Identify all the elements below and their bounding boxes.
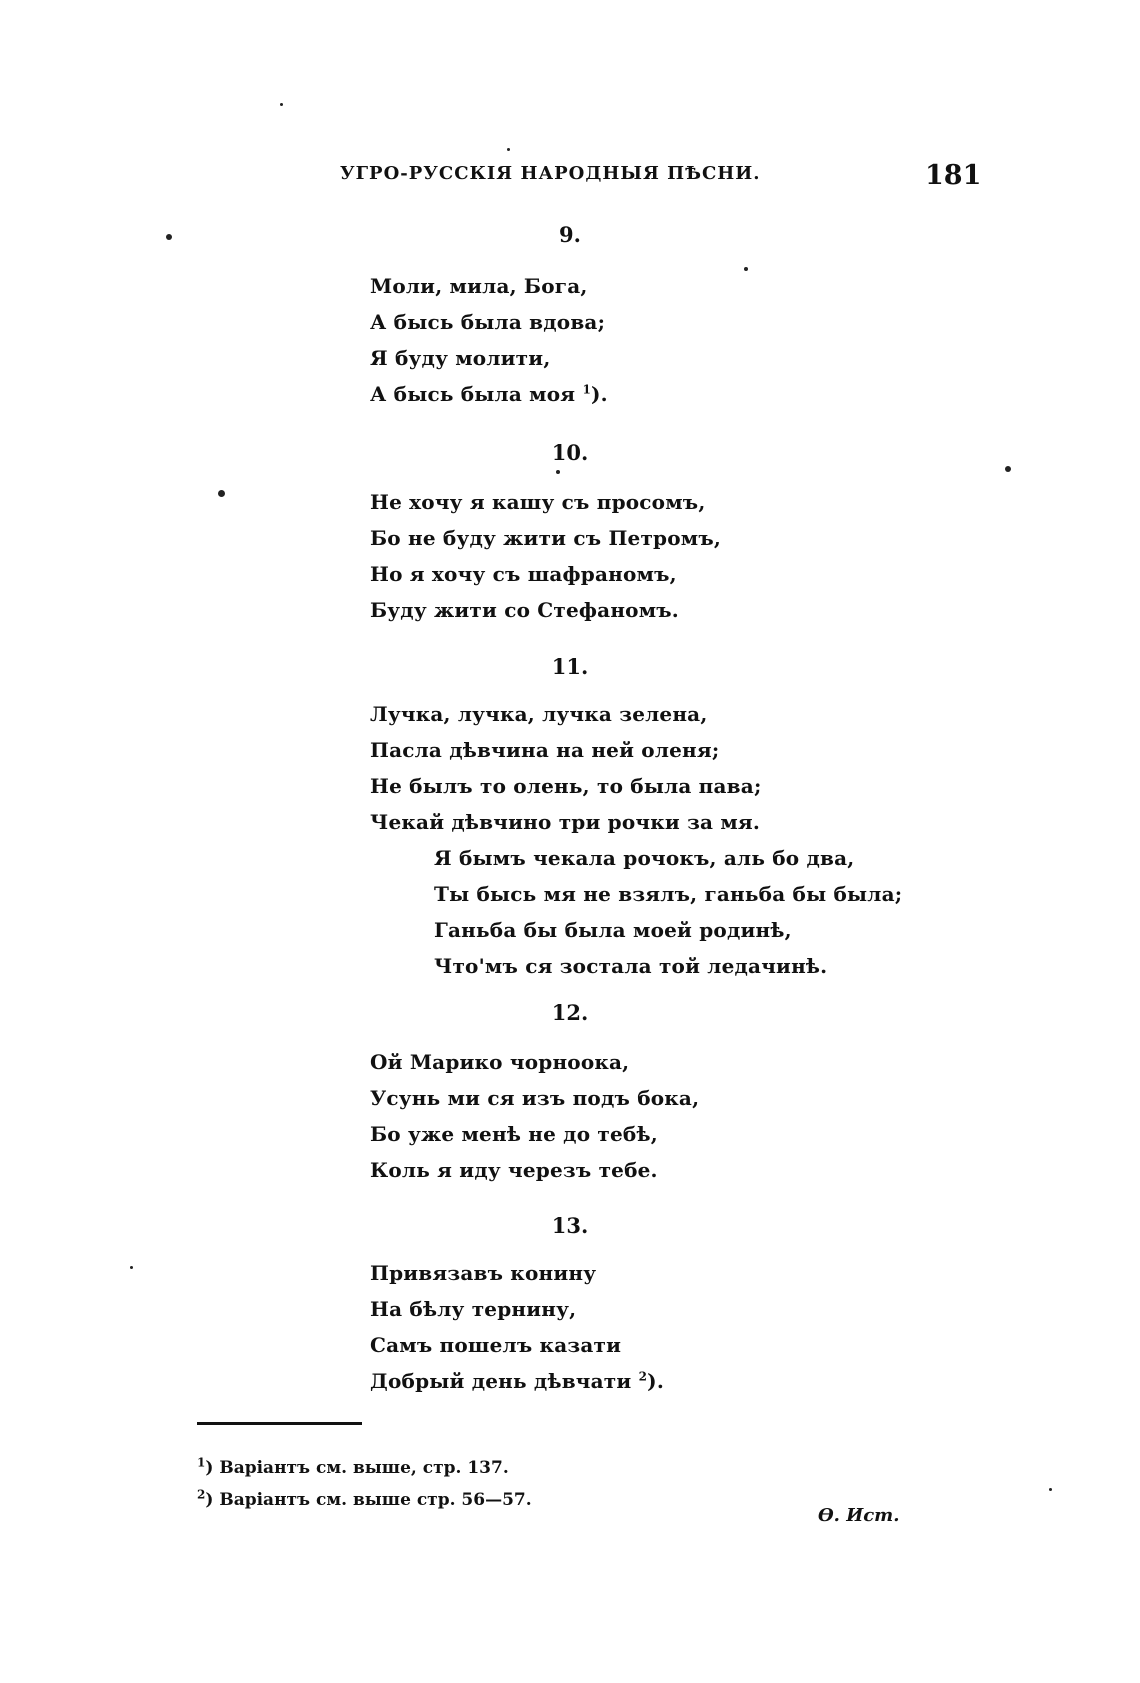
verse-line: Бо уже менѣ не до тебѣ, bbox=[370, 1122, 658, 1146]
song-number: 9. bbox=[559, 222, 581, 247]
footnote-marker: 1 bbox=[197, 1455, 206, 1470]
song-number: 11. bbox=[551, 654, 589, 679]
verse-line: Не былъ то олень, то была пава; bbox=[370, 774, 762, 798]
scan-speck bbox=[166, 234, 172, 240]
verse-line: А бысь была вдова; bbox=[370, 310, 606, 334]
scan-speck bbox=[744, 267, 748, 271]
footnote-divider bbox=[197, 1422, 362, 1425]
verse-line: Самъ пошелъ казати bbox=[370, 1333, 622, 1357]
verse-line: Лучка, лучка, лучка зелена, bbox=[370, 702, 708, 726]
verse-line: Но я хочу съ шафраномъ, bbox=[370, 562, 677, 586]
verse-line: Не хочу я кашу съ просомъ, bbox=[370, 490, 706, 514]
scan-speck bbox=[1005, 466, 1011, 472]
verse-line: Я буду молити, bbox=[370, 346, 551, 370]
verse-line-indented: Что'мъ ся зостала той ледачинѣ. bbox=[434, 954, 828, 978]
verse-line: Привязавъ конину bbox=[370, 1261, 597, 1285]
verse-line-with-note bbox=[370, 1369, 664, 1393]
scan-speck bbox=[130, 1266, 133, 1269]
scan-speck bbox=[556, 470, 560, 474]
scan-speck bbox=[280, 103, 283, 106]
song-number: 12. bbox=[551, 1000, 589, 1025]
verse-line-tail: ). bbox=[647, 1369, 664, 1393]
scan-speck bbox=[507, 148, 510, 151]
verse-line: А бысь была моя bbox=[370, 382, 576, 406]
verse-line: Пасла дѣвчина на ней оленя; bbox=[370, 738, 720, 762]
verse-line: Чекай дѣвчино три рочки за мя. bbox=[370, 810, 761, 834]
verse-line-indented: Ты бысь мя не взялъ, ганьба бы была; bbox=[434, 882, 903, 906]
verse-line: Ой Марико чорноока, bbox=[370, 1050, 630, 1074]
verse-line-tail: ). bbox=[591, 382, 608, 406]
footnote-marker: 2 bbox=[197, 1487, 206, 1502]
footnote-text: ) Варіантъ см. выше стр. 56—57. bbox=[205, 1490, 532, 1510]
verse-line: Моли, мила, Бога, bbox=[370, 274, 588, 298]
verse-line-indented: Ганьба бы была моей родинѣ, bbox=[434, 918, 792, 942]
verse-line: Буду жити со Стефаномъ. bbox=[370, 598, 679, 622]
footnote-reference: 1 bbox=[582, 382, 591, 397]
song-number: 10. bbox=[551, 440, 589, 465]
scan-speck bbox=[218, 490, 225, 497]
footnote-text: ) Варіантъ см. выше, стр. 137. bbox=[205, 1458, 509, 1478]
page-number: 181 bbox=[925, 160, 982, 191]
verse-line: Коль я иду черезъ тебе. bbox=[370, 1158, 658, 1182]
running-title: УГРО-РУССКІЯ НАРОДНЫЯ ПѢСНИ. bbox=[340, 163, 761, 184]
footnote bbox=[197, 1487, 532, 1510]
song-number: 13. bbox=[551, 1213, 589, 1238]
footnote bbox=[197, 1455, 509, 1478]
verse-line: Бо не буду жити съ Петромъ, bbox=[370, 526, 722, 550]
verse-line-indented: Я бымъ чекала рочокъ, аль бо два, bbox=[434, 846, 855, 870]
author-signature: Ѳ. Ист. bbox=[818, 1505, 900, 1526]
verse-line: Добрый день дѣвчати bbox=[370, 1369, 632, 1393]
footnote-reference: 2 bbox=[638, 1369, 648, 1384]
verse-line: Усунь ми ся изъ подъ бока, bbox=[370, 1086, 700, 1110]
scan-speck bbox=[1049, 1488, 1052, 1491]
verse-line-with-note bbox=[370, 382, 608, 406]
verse-line: На бѣлу тернину, bbox=[370, 1297, 577, 1321]
